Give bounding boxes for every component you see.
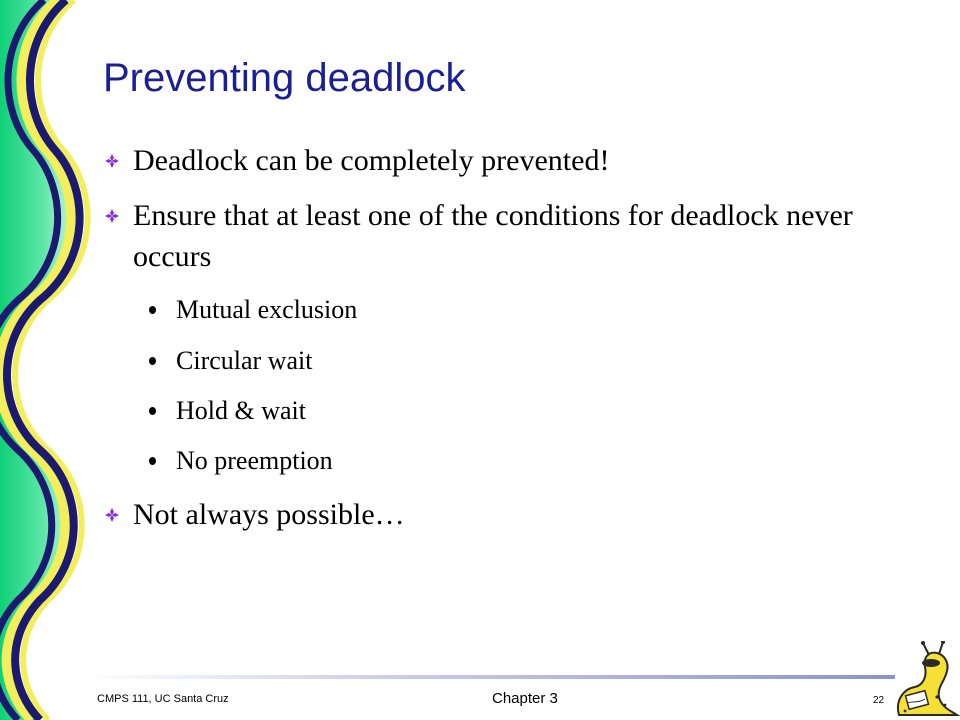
sub-bullet-item (176, 294, 776, 326)
bullet-text: Not always possible… (133, 498, 405, 531)
sub-bullet-item (176, 445, 776, 477)
diamond-bullet-icon (105, 154, 119, 168)
sub-bullet-text: Mutual exclusion (176, 295, 358, 324)
diamond-bullet-icon (105, 209, 119, 223)
diamond-bullet-icon (105, 508, 119, 522)
slide-number: 22 (873, 695, 885, 706)
bullet-item (133, 195, 873, 277)
bullet-item (133, 494, 873, 535)
round-bullet-icon (149, 306, 156, 314)
banana-slug-mascot-icon (893, 641, 960, 720)
sub-bullet-text: Circular wait (176, 346, 313, 375)
sub-bullet-item (176, 345, 776, 377)
bullet-text: Ensure that at least one of the conditions for deadlock never occurs (133, 199, 853, 273)
round-bullet-icon (149, 457, 156, 465)
sub-bullet-text: Hold & wait (176, 396, 306, 425)
sub-bullet-text: No preemption (176, 446, 333, 475)
slide-title: Preventing deadlock (103, 56, 466, 100)
bullet-item (133, 140, 873, 181)
bullet-text: Deadlock can be completely prevented! (133, 144, 610, 177)
footer-chapter: Chapter 3 (492, 690, 558, 707)
sub-bullet-item (176, 395, 776, 427)
round-bullet-icon (149, 357, 156, 365)
round-bullet-icon (149, 407, 156, 415)
footer-divider (80, 675, 895, 679)
footer-course: CMPS 111, UC Santa Cruz (97, 693, 229, 705)
